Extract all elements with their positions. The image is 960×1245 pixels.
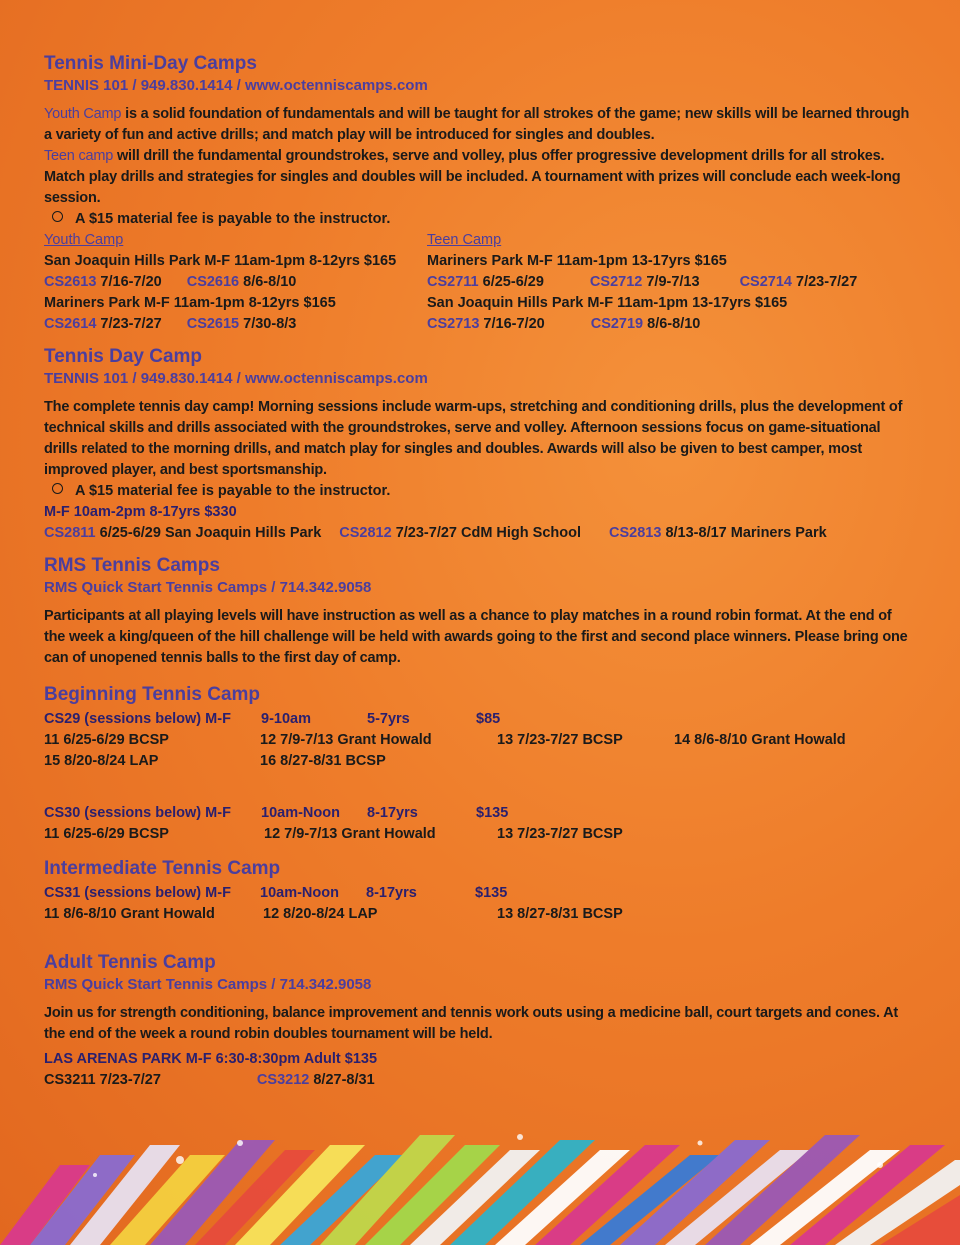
cs29-sessions-row-1 — [44, 732, 910, 753]
teen-camp-label: Teen camp — [44, 148, 114, 164]
course-code: CS2811 — [44, 525, 96, 541]
session-dates: 7/16-7/20 — [96, 274, 162, 290]
section-adult — [44, 951, 910, 1091]
course-age: 5-7yrs — [367, 711, 410, 727]
beginning-title: Beginning Tennis Camp — [44, 684, 261, 705]
course-code: CS31 (sessions below) M-F — [44, 885, 231, 901]
session: 12 7/9-7/13 Grant Howald — [264, 826, 436, 842]
session-dates: 8/6-8/10 — [643, 316, 701, 332]
mini-note-text: A $15 material fee is payable to the instructor. — [75, 211, 391, 227]
teen-sessions-1 — [427, 272, 907, 293]
page-content — [44, 52, 910, 1091]
course-code: CS2813 — [609, 525, 662, 541]
cs31-sessions-row — [44, 906, 910, 927]
session-dates: 7/23-7/27 — [791, 274, 858, 290]
day-note — [44, 481, 910, 502]
youth-location-1: San Joaquin Hills Park M-F 11am-1pm 8-12yrs $165 — [44, 253, 397, 269]
cs30-sessions-row — [44, 826, 910, 847]
session-dates: 7/23-7/27 — [95, 1072, 161, 1088]
mini-description — [44, 104, 910, 209]
session-dates: 7/23-7/27 — [96, 316, 162, 332]
mini-contact: TENNIS 101 / 949.830.1414 / www.octenniscamps.com — [44, 77, 428, 94]
course-code: CS30 (sessions below) M-F — [44, 805, 231, 821]
session: 12 8/20-8/24 LAP — [263, 906, 378, 922]
youth-schedule — [44, 230, 427, 335]
youth-camp-label: Youth Camp — [44, 106, 122, 122]
course-code: CS2711 — [427, 274, 479, 290]
session-info: 7/23-7/27 CdM High School — [391, 525, 582, 541]
session: 16 8/27-8/31 BCSP — [260, 753, 386, 769]
course-time: 9-10am — [261, 711, 311, 727]
course-code: CS2616 — [186, 274, 240, 290]
course-time: 10am-Noon — [261, 805, 340, 821]
rms-description: Participants at all playing levels will have instruction as well as a chance to play matches in a round robin format. At the end of the week a king/queen of the hill challenge will be held with awards going to the first and second place winners. Please bring one can of unopened tennis balls to the first day of camp. — [44, 608, 908, 666]
course-code: CS2613 — [44, 274, 97, 290]
session-info: 8/13-8/17 Mariners Park — [661, 525, 827, 541]
course-code: CS2614 — [44, 316, 97, 332]
session-dates: 6/25-6/29 — [478, 274, 544, 290]
session: 13 8/27-8/31 BCSP — [497, 906, 623, 922]
section-intermediate — [44, 857, 910, 927]
section-rms — [44, 554, 910, 669]
teen-location-2: San Joaquin Hills Park M-F 11am-1pm 13-17yrs $165 — [427, 295, 788, 311]
circle-bullet-icon — [52, 211, 63, 222]
day-title: Tennis Day Camp — [44, 346, 203, 367]
course-time: 10am-Noon — [260, 885, 339, 901]
teen-camp-text: will drill the fundamental groundstrokes, serve and volley, plus offer progressive development drills for all strokes. Match play drills and strategies for singles and doubles will be included. A tournament with prizes will conclude each week-long session. — [44, 148, 901, 206]
course-code: CS3212 — [256, 1072, 310, 1088]
cs31-header — [44, 885, 910, 906]
day-sessions — [44, 523, 910, 544]
course-code: CS2714 — [739, 274, 792, 290]
cs29-sessions-row-2 — [44, 753, 910, 774]
circle-bullet-icon — [52, 483, 63, 494]
course-code: CS2615 — [186, 316, 240, 332]
teen-sessions-2 — [427, 314, 907, 335]
session-dates: 8/6-8/10 — [239, 274, 297, 290]
intermediate-title: Intermediate Tennis Camp — [44, 858, 281, 879]
session: 12 7/9-7/13 Grant Howald — [260, 732, 432, 748]
adult-schedule: LAS ARENAS PARK M-F 6:30-8:30pm Adult $135 — [44, 1051, 378, 1067]
rms-contact: RMS Quick Start Tennis Camps / 714.342.9058 — [44, 579, 372, 596]
day-note-text: A $15 material fee is payable to the instructor. — [75, 483, 391, 499]
session: 13 7/23-7/27 BCSP — [497, 732, 623, 748]
adult-contact: RMS Quick Start Tennis Camps / 714.342.9058 — [44, 976, 372, 993]
day-description: The complete tennis day camp! Morning sessions include warm-ups, stretching and conditioning drills, plus the development of technical skills and drills associated with the groundstrokes, serve and volley. Afternoon sessions focus on game-situational drills related to the morning drills, and match play for singles and doubles. Awards will also be given to best camper, most improved player, and best sportsmanship. — [44, 399, 903, 478]
course-code: CS29 (sessions below) M-F — [44, 711, 231, 727]
mini-note — [44, 209, 910, 230]
course-code: CS3211 — [44, 1072, 96, 1088]
teen-schedule — [427, 230, 907, 335]
day-schedule: M-F 10am-2pm 8-17yrs $330 — [44, 504, 237, 520]
section-mini-day-camps — [44, 52, 910, 335]
session-dates: 7/30-8/3 — [239, 316, 297, 332]
course-code: CS2712 — [589, 274, 643, 290]
cs29-header — [44, 711, 910, 732]
youth-camp-text: is a solid foundation of fundamentals and will be taught for all strokes of the game; new skills will be learned through a variety of fun and active drills; and match play will be introduced for singles and doubles. — [44, 106, 910, 143]
course-code: CS2713 — [427, 316, 480, 332]
rms-title: RMS Tennis Camps — [44, 555, 220, 576]
adult-title: Adult Tennis Camp — [44, 952, 216, 973]
session: 11 6/25-6/29 BCSP — [44, 826, 169, 842]
session: 11 8/6-8/10 Grant Howald — [44, 906, 215, 922]
decorative-stripes — [0, 1125, 960, 1245]
session: 15 8/20-8/24 LAP — [44, 753, 159, 769]
session-dates: 7/9-7/13 — [642, 274, 700, 290]
teen-location-1: Mariners Park M-F 11am-1pm 13-17yrs $165 — [427, 253, 727, 269]
session: 13 7/23-7/27 BCSP — [497, 826, 623, 842]
session-dates: 7/16-7/20 — [479, 316, 545, 332]
day-contact: TENNIS 101 / 949.830.1414 / www.octenniscamps.com — [44, 370, 428, 387]
course-code: CS2719 — [590, 316, 644, 332]
youth-sessions-1 — [44, 272, 427, 293]
mini-schedule-columns — [44, 230, 910, 335]
session-info: 6/25-6/29 San Joaquin Hills Park — [95, 525, 322, 541]
section-day-camp — [44, 345, 910, 544]
adult-description: Join us for strength conditioning, balance improvement and tennis work outs using a medicine ball, court targets and cones. At the end of the week a round robin doubles tournament will be held. — [44, 1005, 899, 1042]
mini-title: Tennis Mini-Day Camps — [44, 53, 257, 74]
adult-sessions — [44, 1070, 910, 1091]
course-price: $135 — [475, 885, 508, 901]
cs30-header — [44, 805, 910, 826]
session-dates: 8/27-8/31 — [309, 1072, 375, 1088]
youth-location-2: Mariners Park M-F 11am-1pm 8-12yrs $165 — [44, 295, 336, 311]
course-age: 8-17yrs — [367, 805, 418, 821]
course-code: CS2812 — [339, 525, 392, 541]
teen-column-title[interactable]: Teen Camp — [427, 232, 502, 248]
session: 11 6/25-6/29 BCSP — [44, 732, 169, 748]
youth-sessions-2 — [44, 314, 427, 335]
youth-column-title[interactable]: Youth Camp — [44, 232, 124, 248]
section-beginning — [44, 683, 910, 847]
course-age: 8-17yrs — [366, 885, 417, 901]
session: 14 8/6-8/10 Grant Howald — [674, 732, 846, 748]
course-price: $85 — [476, 711, 501, 727]
course-price: $135 — [476, 805, 509, 821]
